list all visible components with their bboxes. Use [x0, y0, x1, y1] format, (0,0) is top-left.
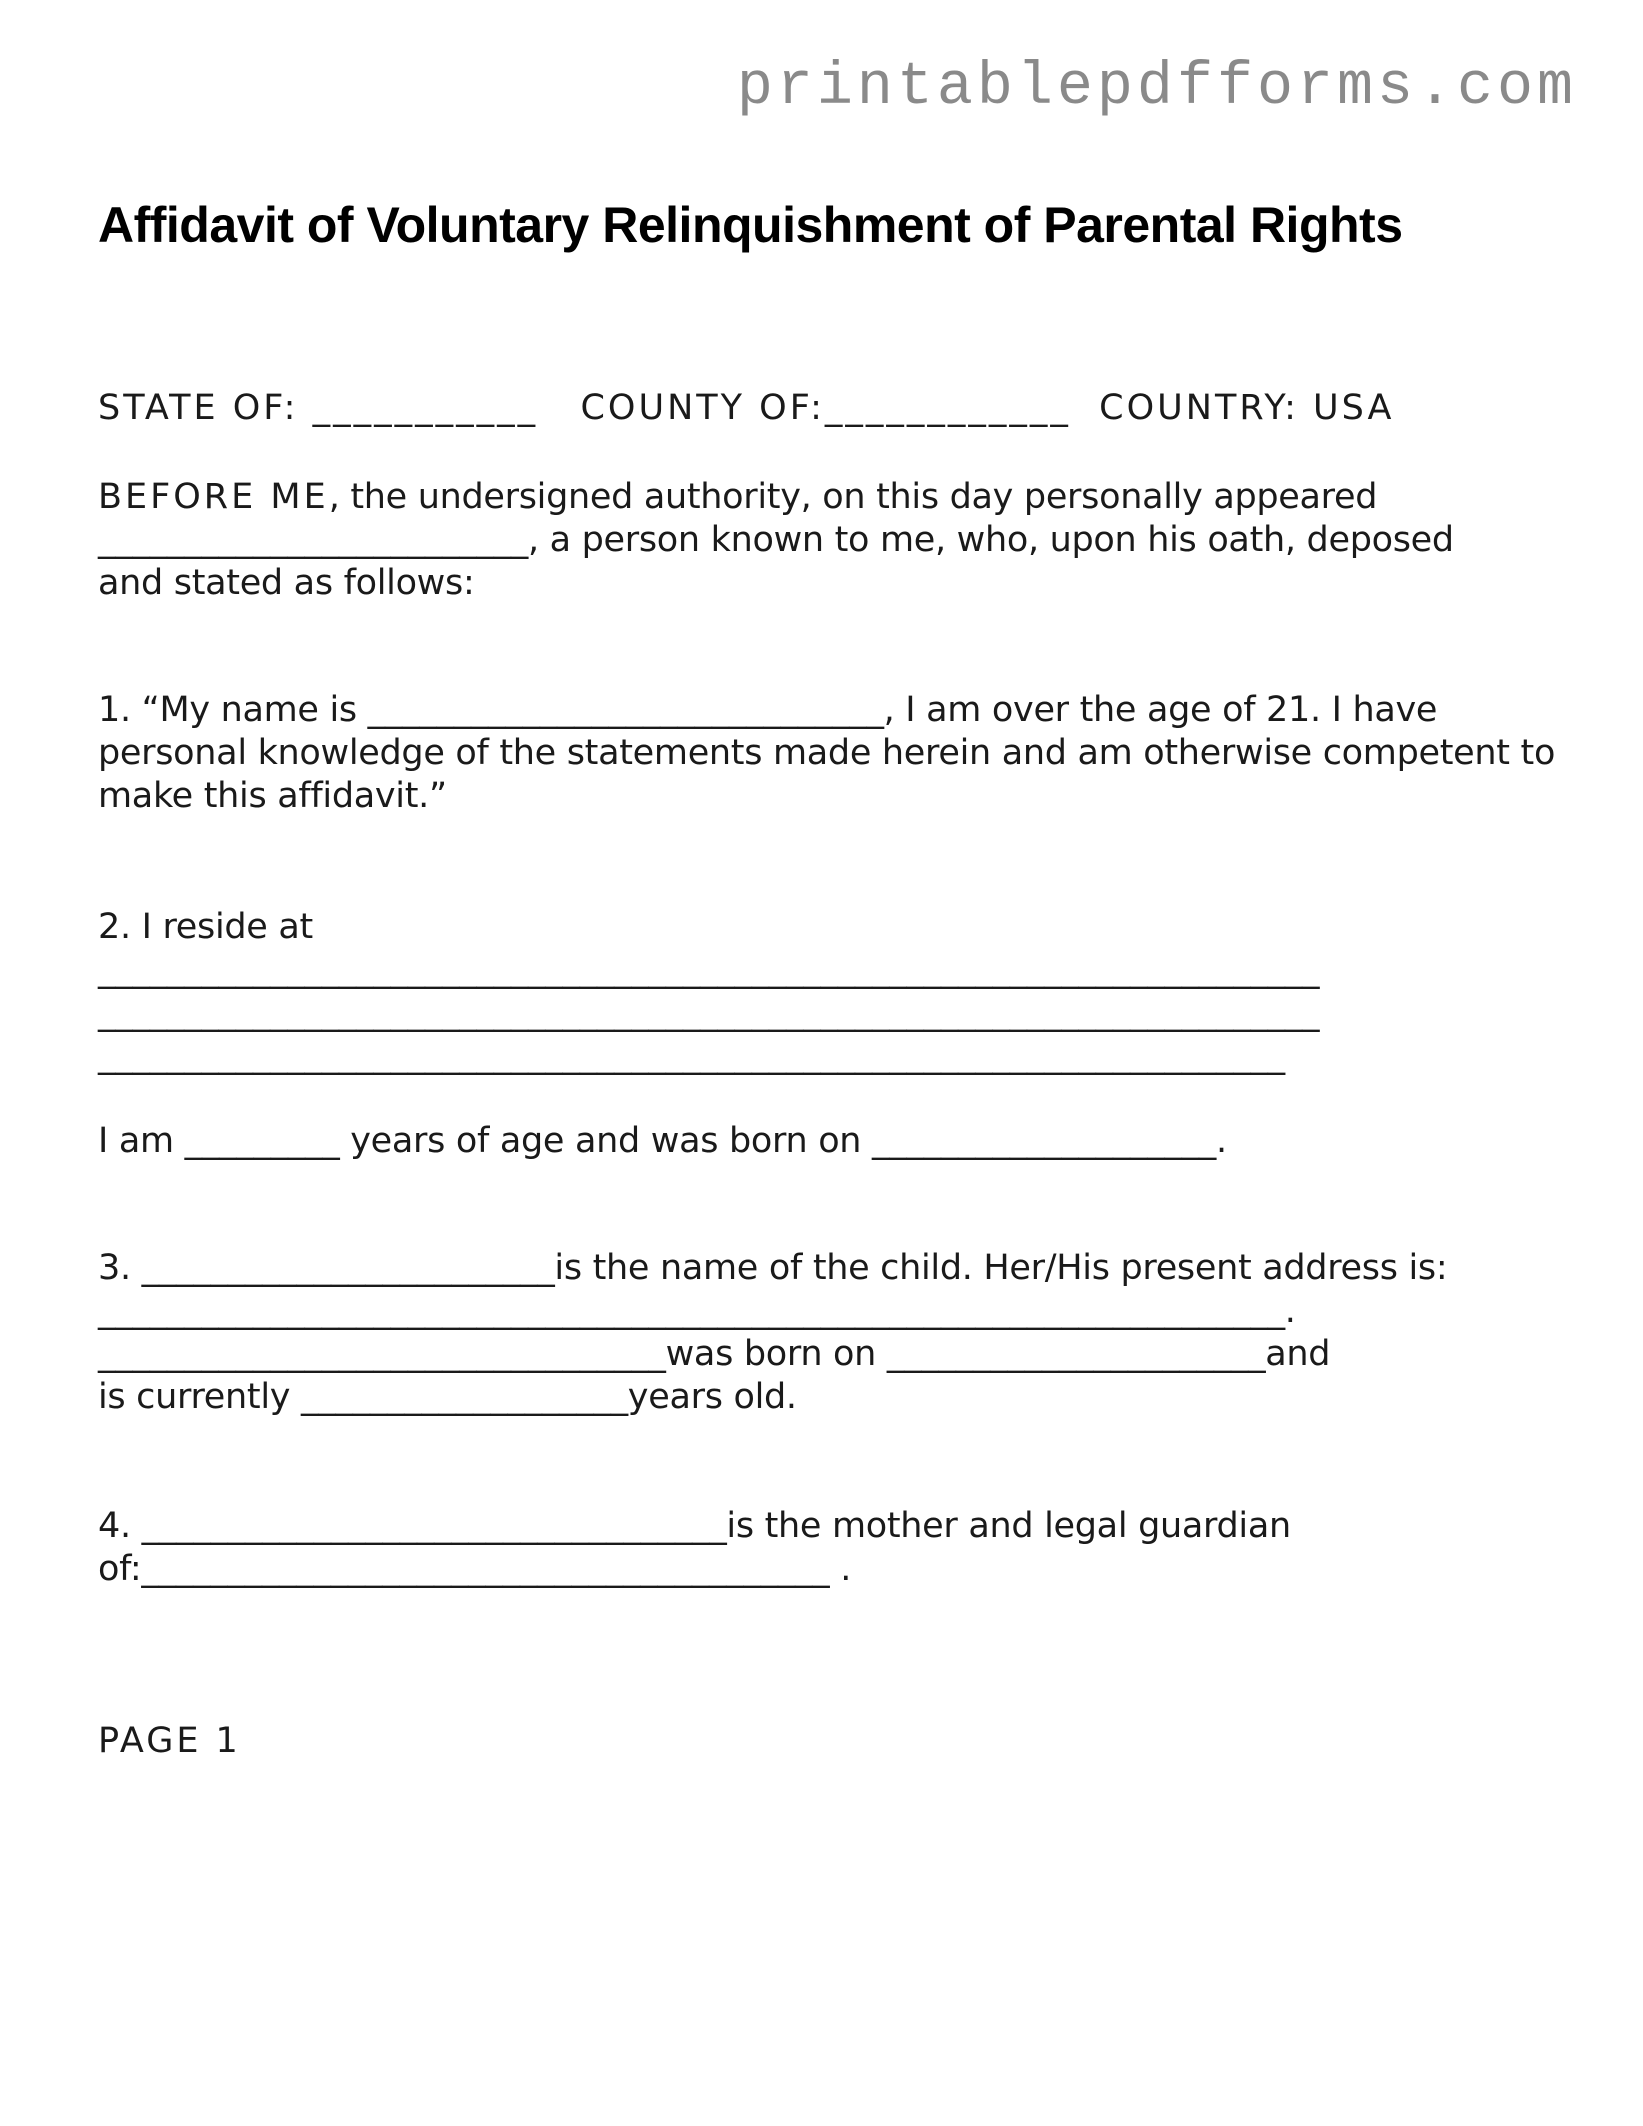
paragraph-3-line-4: is currently ___________________years old. [98, 1377, 797, 1417]
paragraph-1-line-1: 1. “My name is ______________________________, I am over the age of 21. I have [98, 690, 1438, 730]
before-me-line-3: and stated as follows: [98, 563, 475, 603]
before-me-lead: BEFORE ME [98, 477, 329, 517]
paragraph-1-line-3: make this affidavit.” [98, 776, 447, 816]
paragraph-3-line-2: _____________________________________________________________________. [98, 1291, 1296, 1331]
paragraph-1-line-2: personal knowledge of the statements made herein and am otherwise competent to [98, 733, 1556, 773]
paragraph-4-line-2: of:________________________________________ . [98, 1549, 852, 1589]
paragraph-3-line-3: _________________________________was born on ______________________and [98, 1334, 1331, 1374]
before-me-paragraph [98, 476, 1588, 605]
paragraph-3-line-1: 3. ________________________is the name of the child. Her/His present address is: [98, 1248, 1448, 1288]
document-title: Affidavit of Voluntary Relinquishment of Parental Rights [98, 197, 1403, 253]
paragraph-4 [98, 1505, 1588, 1591]
paragraph-3 [98, 1247, 1588, 1419]
page-number-text: PAGE 1 [98, 1721, 241, 1761]
residence-blank-1: _______________________________________________________________________ [98, 950, 1320, 990]
paragraph-2-line-1: 2. I reside at [98, 907, 313, 947]
venue-text: STATE OF: ___________ COUNTY OF:____________ COUNTRY: USA [98, 388, 1395, 428]
paragraph-4-line-1: 4. __________________________________is the mother and legal guardian [98, 1506, 1291, 1546]
paragraph-2 [98, 906, 1588, 1078]
age-line: I am _________ years of age and was born on ____________________. [98, 1121, 1227, 1161]
page-number [98, 1720, 1588, 1763]
residence-blank-3: _____________________________________________________________________ [98, 1036, 1285, 1076]
paragraph-1 [98, 689, 1588, 818]
residence-blank-2: _______________________________________________________________________ [98, 993, 1320, 1033]
watermark-logo: printablepdfforms.com [736, 54, 1577, 122]
venue-line [98, 387, 1588, 430]
age-statement [98, 1120, 1588, 1163]
before-me-line-1 [98, 476, 1588, 519]
before-me-line-1-rest: , the undersigned authority, on this day personally appeared [328, 477, 1378, 517]
before-me-line-2: _________________________, a person known to me, who, upon his oath, deposed [98, 520, 1454, 560]
